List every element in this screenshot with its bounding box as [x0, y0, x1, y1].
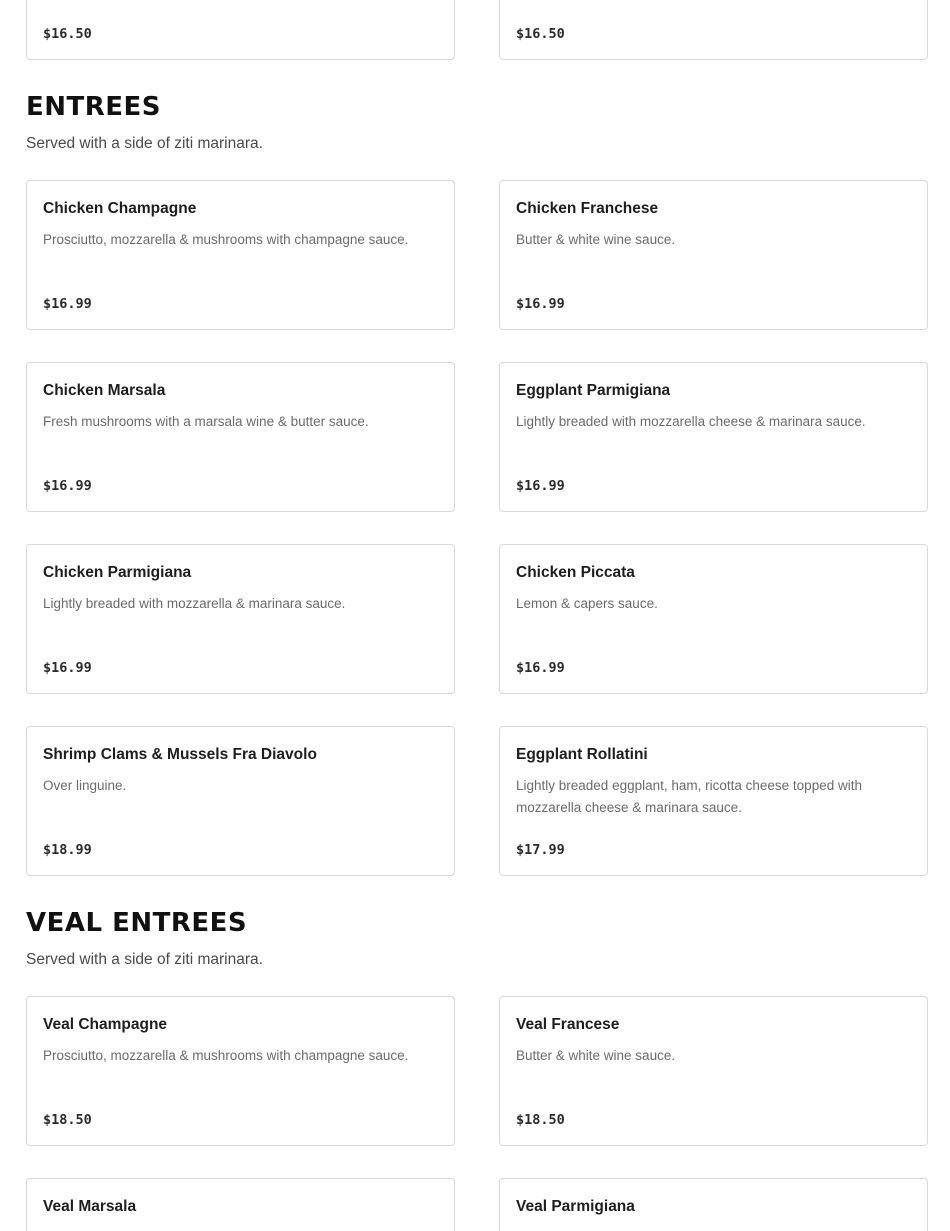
item-description: Lightly breaded with mozzarella cheese & marinara sauce.	[516, 414, 866, 429]
item-name: Veal Francese	[516, 1016, 620, 1033]
section-title-veal-entrees: VEAL ENTREES	[26, 908, 248, 938]
item-description: Lemon & capers sauce.	[516, 596, 658, 611]
item-description: Lightly breaded eggplant, ham, ricotta cheese topped with mozzarella cheese & marinara sauce.	[516, 778, 862, 815]
menu-item-card[interactable]	[499, 1178, 928, 1231]
item-price: $16.99	[516, 478, 565, 494]
item-description: Lightly breaded with mozzarella & marinara sauce.	[43, 596, 346, 611]
menu-item-card[interactable]	[26, 996, 455, 1146]
menu-item-card[interactable]	[499, 180, 928, 330]
menu-item-card[interactable]	[26, 1178, 455, 1231]
item-name: Chicken Champagne	[43, 200, 197, 217]
menu-item-card[interactable]	[26, 0, 455, 60]
item-price: $18.99	[43, 842, 92, 858]
menu-item-card[interactable]	[499, 362, 928, 512]
item-description: Prosciutto, mozzarella & mushrooms with champagne sauce.	[43, 1048, 409, 1063]
item-name: Chicken Parmigiana	[43, 564, 192, 581]
item-description: Fresh mushrooms with a marsala wine & butter sauce.	[43, 414, 369, 429]
menu-item-card[interactable]	[26, 180, 455, 330]
item-price: $16.50	[516, 26, 565, 42]
item-name: Eggplant Parmigiana	[516, 382, 671, 399]
item-price: $18.50	[516, 1112, 565, 1128]
section-subtitle-entrees: Served with a side of ziti marinara.	[26, 135, 263, 152]
section-subtitle-veal-entrees: Served with a side of ziti marinara.	[26, 951, 263, 968]
menu-item-card[interactable]	[499, 996, 928, 1146]
menu-item-card[interactable]	[26, 362, 455, 512]
item-price: $16.99	[516, 296, 565, 312]
section-title-entrees: ENTREES	[26, 92, 162, 122]
item-name: Chicken Piccata	[516, 564, 635, 581]
item-name: Chicken Franchese	[516, 200, 659, 217]
item-description: Over linguine.	[43, 778, 127, 793]
item-price: $16.99	[516, 660, 565, 676]
item-name: Veal Parmigiana	[516, 1198, 635, 1215]
menu-item-card[interactable]	[499, 726, 928, 876]
item-name: Veal Marsala	[43, 1198, 137, 1215]
item-name: Veal Champagne	[43, 1016, 168, 1033]
menu-item-card[interactable]	[499, 0, 928, 60]
item-price: $16.99	[43, 478, 92, 494]
item-description: Butter & white wine sauce.	[516, 1048, 676, 1063]
item-price: $17.99	[516, 842, 565, 858]
item-description: Butter & white wine sauce.	[516, 232, 676, 247]
menu-item-card[interactable]	[26, 726, 455, 876]
item-price: $16.99	[43, 660, 92, 676]
item-name: Eggplant Rollatini	[516, 746, 648, 763]
item-price: $16.50	[43, 26, 92, 42]
item-price: $18.50	[43, 1112, 92, 1128]
item-description: Prosciutto, mozzarella & mushrooms with champagne sauce.	[43, 232, 409, 247]
item-price: $16.99	[43, 296, 92, 312]
menu-item-card[interactable]	[26, 544, 455, 694]
menu-item-card[interactable]	[499, 544, 928, 694]
item-name: Shrimp Clams & Mussels Fra Diavolo	[43, 746, 317, 763]
item-name: Chicken Marsala	[43, 382, 166, 399]
